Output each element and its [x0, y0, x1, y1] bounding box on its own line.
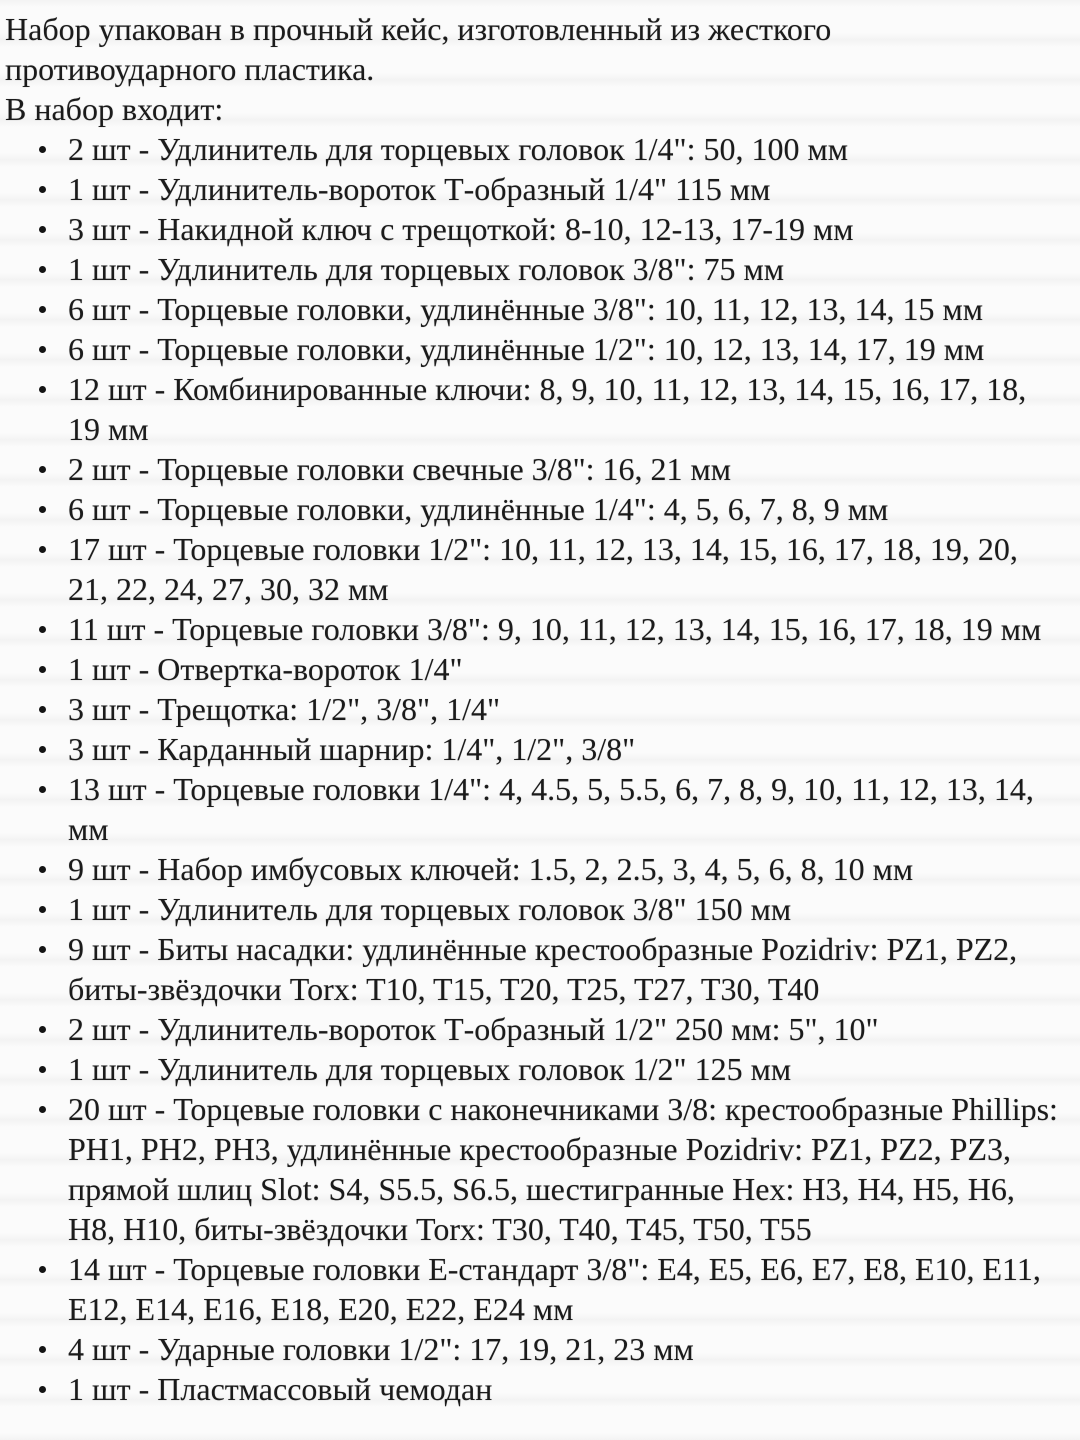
- kit-item: 12 шт - Комбинированные ключи: 8, 9, 10, 11, 12, 13, 14, 15, 16, 17, 18, 19 мм: [68, 369, 1064, 449]
- kit-item: 20 шт - Торцевые головки с наконечниками 3/8: крестообразные Phillips: PH1, PH2, PH3, удлинённые крестообразные Pozidriv: PZ1, PZ2, PZ3, прямой шлиц Slot: S4, S5.5, S6.5, шестигранные Hex: H3, H4, H5, H6, H8, H10, биты-звёздочки Torx: T30, T40, T45, T50, T55: [68, 1089, 1064, 1249]
- kit-item: 13 шт - Торцевые головки 1/4": 4, 4.5, 5, 5.5, 6, 7, 8, 9, 10, 11, 12, 13, 14, мм: [68, 769, 1064, 849]
- intro-paragraph: Набор упакован в прочный кейс, изготовленный из жесткого противоударного пластика.: [5, 11, 832, 87]
- kit-item: 6 шт - Торцевые головки, удлинённые 3/8": 10, 11, 12, 13, 14, 15 мм: [68, 289, 1064, 329]
- kit-item: 3 шт - Трещотка: 1/2", 3/8", 1/4": [68, 689, 1064, 729]
- kit-item: 4 шт - Ударные головки 1/2": 17, 19, 21, 23 мм: [68, 1329, 1064, 1369]
- kit-item: 9 шт - Биты насадки: удлинённые крестообразные Pozidriv: PZ1, PZ2, биты-звёздочки Torx: T10, T15, T20, T25, T27, T30, T40: [68, 929, 1064, 1009]
- kit-item: 14 шт - Торцевые головки Е-стандарт 3/8": Е4, Е5, Е6, Е7, Е8, Е10, Е11, Е12, Е14, Е16, Е18, Е20, Е22, Е24 мм: [68, 1249, 1064, 1329]
- list-heading: В набор входит:: [5, 91, 224, 127]
- kit-item: 17 шт - Торцевые головки 1/2": 10, 11, 12, 13, 14, 15, 16, 17, 18, 19, 20, 21, 22, 24, 27, 30, 32 мм: [68, 529, 1064, 609]
- kit-item: 2 шт - Удлинитель для торцевых головок 1/4": 50, 100 мм: [68, 129, 1064, 169]
- kit-item: 9 шт - Набор имбусовых ключей: 1.5, 2, 2.5, 3, 4, 5, 6, 8, 10 мм: [68, 849, 1064, 889]
- kit-item: 2 шт - Удлинитель-вороток Т-образный 1/2" 250 мм: 5", 10": [68, 1009, 1064, 1049]
- kit-item: 1 шт - Удлинитель для торцевых головок 1/2" 125 мм: [68, 1049, 1064, 1089]
- kit-item: 3 шт - Накидной ключ с трещоткой: 8-10, 12-13, 17-19 мм: [68, 209, 1064, 249]
- kit-item: 3 шт - Карданный шарнир: 1/4", 1/2", 3/8": [68, 729, 1064, 769]
- kit-item: 11 шт - Торцевые головки 3/8": 9, 10, 11, 12, 13, 14, 15, 16, 17, 18, 19 мм: [68, 609, 1064, 649]
- kit-item: 1 шт - Удлинитель для торцевых головок 3/8": 75 мм: [68, 249, 1064, 289]
- kit-item: 1 шт - Отвертка-вороток 1/4": [68, 649, 1064, 689]
- kit-contents-list: [5, 129, 1064, 1409]
- kit-item: 1 шт - Удлинитель-вороток Т-образный 1/4" 115 мм: [68, 169, 1064, 209]
- kit-item: 6 шт - Торцевые головки, удлинённые 1/4": 4, 5, 6, 7, 8, 9 мм: [68, 489, 1064, 529]
- kit-item: 2 шт - Торцевые головки свечные 3/8": 16, 21 мм: [68, 449, 1064, 489]
- kit-item: 1 шт - Пластмассовый чемодан: [68, 1369, 1064, 1409]
- kit-item: 6 шт - Торцевые головки, удлинённые 1/2": 10, 12, 13, 14, 17, 19 мм: [68, 329, 1064, 369]
- kit-item: 1 шт - Удлинитель для торцевых головок 3/8" 150 мм: [68, 889, 1064, 929]
